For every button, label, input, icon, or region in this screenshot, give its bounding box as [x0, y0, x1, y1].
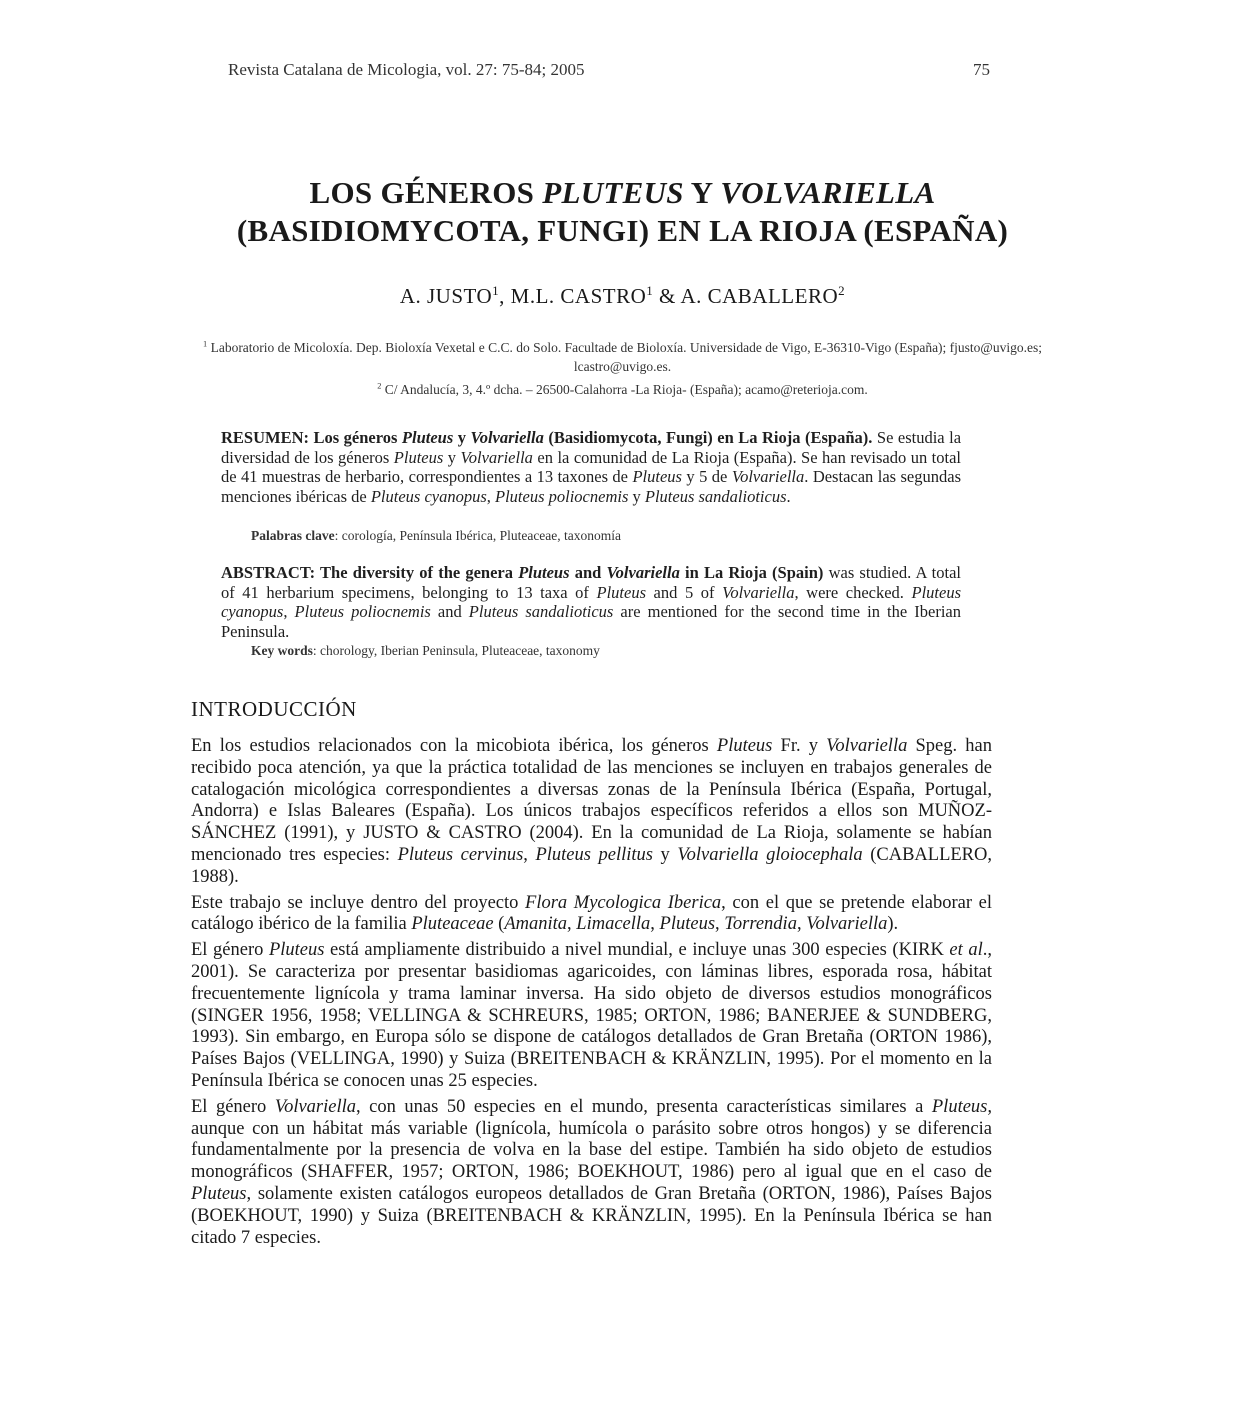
introduction-body: [191, 736, 992, 1253]
affiliation-marker: 2: [377, 381, 382, 391]
palabras-clave: [251, 528, 961, 544]
paragraph: El género Pluteus está ampliamente distribuido a nivel mundial, e incluye unas 300 especies (KIRK et al., 2001). Se caracteriza por presentar basidiomas agaricoides, con láminas libres, esporada rosa, hábitat frecuentemente lignícola y trama laminar inversa. Ha sido objeto de diversos estudios monográficos (SINGER 1956, 1958; VELLINGA & SCHREURS, 1985; ORTON, 1986; BANERJEE & SUNDBERG, 1993). Sin embargo, en Europa sólo se dispone de catálogos detallados de Gran Bretaña (ORTON 1986), Países Bajos (VELLINGA, 1990) y Suiza (BREITENBACH & KRÄNZLIN, 1995). Por el momento en la Península Ibérica se conocen unas 25 especies.: [191, 940, 992, 1091]
affiliation-text: Laboratorio de Micoloxía. Dep. Bioloxía Vexetal e C.C. do Solo. Facultade de Bioloxía. Universidade de Vigo, E-36310-Vigo (España); fjusto@uvigo.es; lcastro@uvigo.es.: [207, 340, 1042, 374]
keywords-text: : corología, Península Ibérica, Pluteaceae, taxonomía: [334, 528, 622, 543]
running-head: [228, 60, 990, 80]
page-number: 75: [973, 60, 990, 79]
keywords-label: Palabras clave: [251, 528, 335, 543]
section-heading-introduccion: INTRODUCCIÓN: [191, 697, 357, 721]
article-title: [150, 174, 1095, 250]
journal-citation: Revista Catalana de Micologia, vol. 27: 75-84; 2005: [228, 60, 585, 79]
title-text: Y: [683, 175, 721, 210]
author-list: [150, 284, 1095, 309]
affiliation-marker: 1: [492, 283, 500, 298]
paragraph: Este trabajo se incluye dentro del proyecto Flora Mycologica Iberica, con el que se pretende elaborar el catálogo ibérico de la familia Pluteaceae (Amanita, Limacella, Pluteus, Torrendia, Volvariella).: [191, 892, 992, 935]
paragraph: En los estudios relacionados con la micobiota ibérica, los géneros Pluteus Fr. y Volvariella Speg. han recibido poca atención, ya que la práctica totalidad de las menciones se incluyen en trabajos generales de catalogación micológica correspondientes a diversas zonas de la Península Ibérica (España, Portugal, Andorra) e Islas Baleares (España). Los únicos trabajos específicos referidos a ellos son MUÑOZ-SÁNCHEZ (1991), y JUSTO & CASTRO (2004). En la comunidad de La Rioja, solamente se habían mencionado tres especies: Pluteus cervinus, Pluteus pellitus y Volvariella gloiocephala (CABALLERO, 1988).: [191, 736, 993, 887]
affiliation-marker: 2: [838, 283, 846, 298]
keywords-text: : chorology, Iberian Peninsula, Pluteaceae, taxonomy: [312, 643, 600, 658]
title-line-1: [150, 174, 1095, 212]
abstract-heading: ABSTRACT: The diversity of the genera Pluteus and Volvariella in La Rioja (Spain): [221, 563, 824, 582]
affiliation-text: C/ Andalucía, 3, 4.º dcha. – 26500-Calahorra -La Rioja- (España); acamo@reterioja.com.: [381, 382, 868, 397]
title-line-2: (BASIDIOMYCOTA, FUNGI) EN LA RIOJA (ESPAÑA): [236, 213, 1009, 248]
affiliation-1: [200, 338, 1045, 376]
author-name: & A. CABALLERO: [653, 284, 839, 308]
title-genus-volvariella: VOLVARIELLA: [720, 175, 936, 210]
affiliation-marker: 1: [203, 339, 208, 349]
author-name: A. JUSTO: [399, 284, 493, 308]
paragraph: El género Volvariella, con unas 50 especies en el mundo, presenta características similares a Pluteus, aunque con un hábitat más variable (lignícola, humícola o parásito sobre otros hongos) y se diferencia fundamentalmente por la presencia de volva en la base del estipe. También ha sido objeto de estudios monográficos (SHAFFER, 1957; ORTON, 1986; BOEKHOUT, 1986) pero al igual que en el caso de Pluteus, solamente existen catálogos europeos detallados de Gran Bretaña (ORTON, 1986), Países Bajos (BOEKHOUT, 1990) y Suiza (BREITENBACH & KRÄNZLIN, 1995). En la Península Ibérica se han citado 7 especies.: [191, 1096, 992, 1248]
keywords-label: Key words: [251, 643, 313, 658]
resumen-block: RESUMEN: Los géneros Pluteus y Volvariella (Basidiomycota, Fungi) en La Rioja (España). Se estudia la diversidad de los géneros Pluteus y Volvariella en la comunidad de La Rioja (España). Se han revisado un total de 41 muestras de herbario, correspondientes a 13 taxones de Pluteus y 5 de Volvariella. Destacan las segundas menciones ibéricas de Pluteus cyanopus, Pluteus poliocnemis y Pluteus sandalioticus.: [221, 428, 962, 506]
resumen-heading: RESUMEN: Los géneros Pluteus y Volvariella (Basidiomycota, Fungi) en La Rioja (España).: [221, 428, 873, 447]
title-text: LOS GÉNEROS: [309, 175, 543, 210]
affiliation-2: [200, 380, 1045, 399]
title-genus-pluteus: PLUTEUS: [542, 175, 684, 210]
abstract-block: ABSTRACT: The diversity of the genera Pluteus and Volvariella in La Rioja (Spain) was studied. A total of 41 herbarium specimens, belonging to 13 taxa of Pluteus and 5 of Volvariella, were checked. Pluteus cyanopus, Pluteus poliocnemis and Pluteus sandalioticus are mentioned for the second time in the Iberian Peninsula.: [221, 563, 962, 641]
affiliation-marker: 1: [646, 283, 654, 298]
key-words: [251, 643, 961, 659]
author-name: , M.L. CASTRO: [499, 284, 647, 308]
